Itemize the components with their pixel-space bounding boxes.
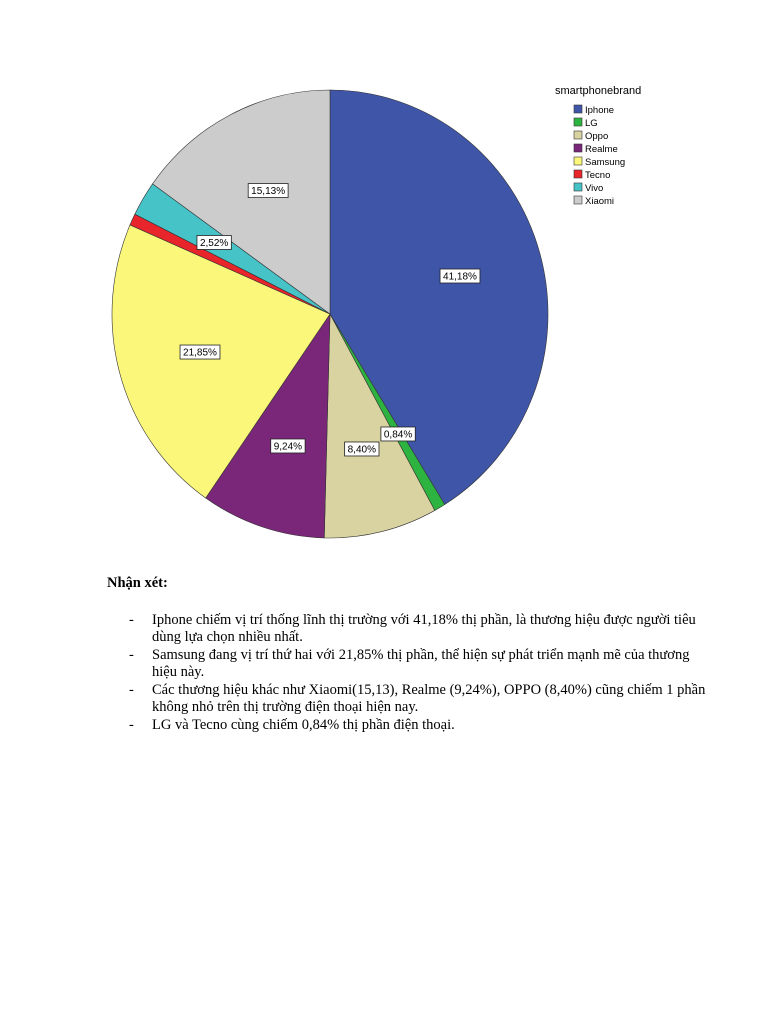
note-text: Các thương hiệu khác như Xiaomi(15,13), Realme (9,24%), OPPO (8,40%) cũng chiếm 1 phần không nhỏ trên thị trường điện thoại hiện nay. bbox=[152, 681, 706, 715]
legend-label-realme: Realme bbox=[585, 144, 618, 155]
note-item bbox=[107, 612, 707, 647]
legend-label-vivo: Vivo bbox=[585, 183, 604, 194]
legend-label-lg: LG bbox=[585, 118, 598, 129]
legend-label-tecno: Tecno bbox=[585, 170, 611, 181]
legend-label-xiaomi: Xiaomi bbox=[585, 196, 615, 207]
note-dash: - bbox=[129, 646, 134, 663]
notes-section bbox=[107, 575, 707, 734]
note-text: Samsung đang vị trí thứ hai với 21,85% thị phần, thể hiện sự phát triển mạnh mẽ của thương hiệu này. bbox=[152, 646, 690, 680]
legend-label-iphone: Iphone bbox=[585, 105, 615, 116]
legend bbox=[555, 85, 641, 207]
legend-entries bbox=[574, 105, 625, 207]
data-label-xiaomi bbox=[248, 184, 288, 198]
legend-label-samsung: Samsung bbox=[585, 157, 626, 168]
pie-slices bbox=[112, 90, 548, 538]
data-label-text: 9,24% bbox=[273, 441, 303, 453]
legend-swatch-xiaomi bbox=[574, 196, 582, 204]
legend-swatch-vivo bbox=[574, 183, 582, 191]
legend-swatch-samsung bbox=[574, 157, 582, 165]
note-text: LG và Tecno cùng chiếm 0,84% thị phần điện thoại. bbox=[152, 716, 455, 733]
legend-swatch-tecno bbox=[574, 170, 582, 178]
data-label-text: 21,85% bbox=[183, 347, 217, 359]
note-item bbox=[107, 717, 707, 735]
note-dash: - bbox=[129, 681, 134, 698]
data-label-text: 2,52% bbox=[199, 237, 229, 249]
note-dash: - bbox=[129, 716, 134, 733]
notes-list bbox=[107, 612, 707, 735]
legend-title: smartphonebrand bbox=[555, 85, 642, 97]
note-text: Iphone chiếm vị trí thống lĩnh thị trường với 41,18% thị phần, là thương hiệu được người tiêu dùng lựa chọn nhiều nhất. bbox=[152, 611, 696, 645]
data-label-vivo bbox=[197, 235, 231, 249]
data-label-text: 0,84% bbox=[383, 429, 413, 441]
data-label-lg bbox=[381, 427, 415, 441]
note-dash: - bbox=[129, 611, 134, 628]
data-label-oppo bbox=[345, 442, 379, 456]
legend-swatch-realme bbox=[574, 144, 582, 152]
legend-swatch-lg bbox=[574, 118, 582, 126]
legend-label-oppo: Oppo bbox=[585, 131, 609, 142]
data-label-text: 8,40% bbox=[347, 444, 376, 456]
data-label-iphone bbox=[440, 269, 480, 283]
notes-heading: Nhận xét: bbox=[107, 575, 168, 591]
data-label-samsung bbox=[180, 345, 220, 359]
note-item bbox=[107, 682, 707, 717]
legend-swatch-iphone bbox=[574, 105, 582, 113]
note-item bbox=[107, 647, 707, 682]
data-label-text: 15,13% bbox=[251, 186, 286, 198]
data-label-realme bbox=[271, 439, 305, 453]
data-label-text: 41,18% bbox=[443, 271, 477, 283]
legend-swatch-oppo bbox=[574, 131, 582, 139]
